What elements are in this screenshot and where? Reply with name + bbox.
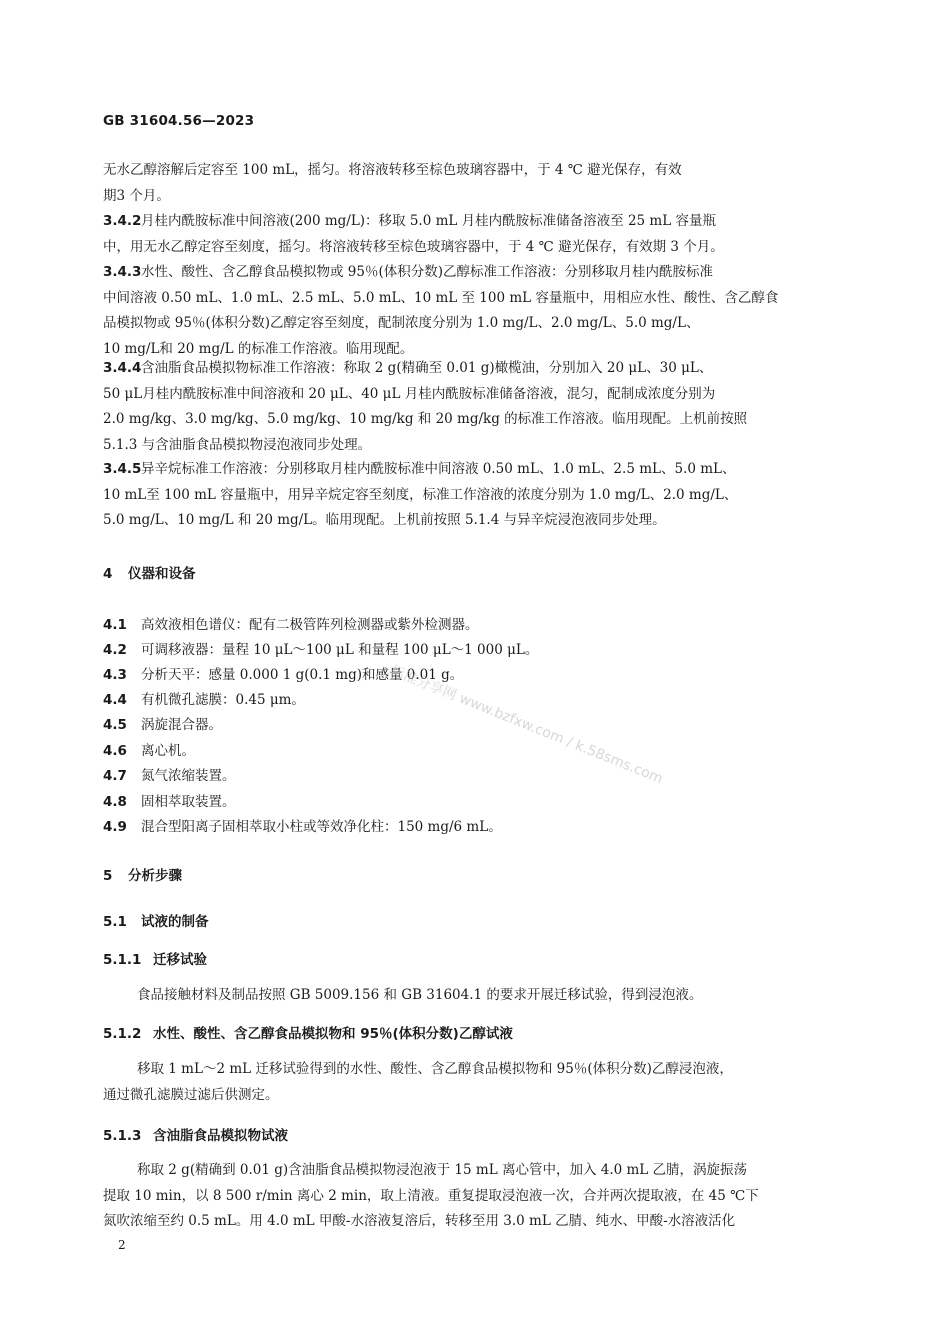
text-line: 含油脂食品模拟物标准工作溶液：称取 2 g(精确至 0.01 g)橄榄油，分别加入 20 μL、30 μL、 <box>141 360 713 376</box>
section-number: 5 <box>103 868 113 884</box>
item-number: 4.8 <box>103 794 127 810</box>
item-text: 有机微孔滤膜：0.45 μm。 <box>141 692 305 708</box>
item-text: 混合型阳离子固相萃取小柱或等效净化柱：150 mg/6 mL。 <box>141 819 502 835</box>
clause-number: 3.4.4 <box>103 360 142 376</box>
clause-number: 3.4.3 <box>103 264 142 280</box>
subsection-title-text: 迁移试验 <box>153 952 207 968</box>
item-text: 涡旋混合器。 <box>141 717 222 733</box>
clause-3-4-4 <box>103 356 838 458</box>
subsection-number: 5.1.3 <box>103 1128 142 1144</box>
section-5-title <box>103 864 182 884</box>
clause-number: 3.4.5 <box>103 461 142 477</box>
item-number: 4.6 <box>103 743 127 759</box>
item-text: 高效液相色谱仪：配有二极管阵列检测器或紫外检测器。 <box>141 617 479 633</box>
text-line: 50 μL月桂内酰胺标准中间溶液和 20 μL、40 μL 月桂内酰胺标准储备溶液，混匀，配制成浓度分别为 <box>103 385 716 402</box>
item-text: 分析天平：感量 0.000 1 g(0.1 mg)和感量 0.01 g。 <box>141 667 464 683</box>
subsection-5-1-2-title <box>103 1022 513 1042</box>
list-item <box>103 739 195 759</box>
item-text: 可调移液器：量程 10 μL～100 μL 和量程 100 μL～1 000 μL。 <box>141 642 539 658</box>
text-line: 无水乙醇溶解后定容至 100 mL，摇匀。将溶液转移至棕色玻璃容器中，于 4 ℃ 避光保存，有效 <box>103 162 682 178</box>
section-title-text: 分析步骤 <box>128 868 182 884</box>
text-line: 食品接触材料及制品按照 GB 5009.156 和 GB 31604.1 的要求开展迁移试验，得到浸泡液。 <box>137 987 703 1003</box>
text-line: 月桂内酰胺标准中间溶液(200 mg/L)：移取 5.0 mL 月桂内酰胺标准储备溶液至 25 mL 容量瓶 <box>141 213 716 229</box>
item-number: 4.3 <box>103 667 127 683</box>
subsection-number: 5.1.2 <box>103 1026 142 1042</box>
text-line: 5.0 mg/L、10 mg/L 和 20 mg/L。临用现配。上机前按照 5.1.4 与异辛烷浸泡液同步处理。 <box>103 512 666 528</box>
subsection-5-1-1-title <box>103 948 207 968</box>
section-title-text: 仪器和设备 <box>128 566 196 582</box>
item-number: 4.7 <box>103 768 127 784</box>
section-number: 4 <box>103 566 113 582</box>
subsection-number: 5.1.1 <box>103 952 142 968</box>
clause-5-1-2-body <box>103 1057 838 1108</box>
text-line: 异辛烷标准工作溶液：分别移取月桂内酰胺标准中间溶液 0.50 mL、1.0 mL、2.5 mL、5.0 mL、 <box>141 461 736 477</box>
subsection-title-text: 含油脂食品模拟物试液 <box>153 1128 288 1144</box>
subsection-title-text: 水性、酸性、含乙醇食品模拟物和 95％(体积分数)乙醇试液 <box>153 1026 513 1042</box>
item-number: 4.2 <box>103 642 127 658</box>
item-number: 4.5 <box>103 717 127 733</box>
standard-code-header: GB 31604.56—2023 <box>103 113 255 129</box>
text-line: 品模拟物或 95％(体积分数)乙醇定容至刻度，配制浓度分别为 1.0 mg/L、2.0 mg/L、5.0 mg/L、 <box>103 315 700 331</box>
text-line: 通过微孔滤膜过滤后供测定。 <box>103 1086 279 1103</box>
item-number: 4.9 <box>103 819 127 835</box>
clause-3-4-3 <box>103 260 838 362</box>
watermark: 标准分享网 www.bzfxw.com / k.58sms.com <box>387 662 666 788</box>
item-number: 4.1 <box>103 617 127 633</box>
text-line: 提取 10 min，以 8 500 r/min 离心 2 min，取上清液。重复提取浸泡液一次，合并两次提取液，在 45 ℃下 <box>103 1187 759 1204</box>
list-item <box>103 815 502 835</box>
item-text: 氮气浓缩装置。 <box>141 768 236 784</box>
list-item <box>103 613 479 633</box>
subsection-5-1-title <box>103 910 209 930</box>
list-item <box>103 638 538 658</box>
clause-5-1-3-body <box>103 1158 838 1235</box>
text-line: 移取 1 mL～2 mL 迁移试验得到的水性、酸性、含乙醇食品模拟物和 95％(体积分数)乙醇浸泡液， <box>137 1061 733 1077</box>
list-item <box>103 713 222 733</box>
list-item <box>103 790 236 810</box>
text-line: 中，用无水乙醇定容至刻度，摇匀。将溶液转移至棕色玻璃容器中，于 4 ℃ 避光保存，有效期 3 个月。 <box>103 238 724 255</box>
text-line: 水性、酸性、含乙醇食品模拟物或 95％(体积分数)乙醇标准工作溶液：分别移取月桂内酰胺标准 <box>141 264 714 280</box>
item-text: 离心机。 <box>141 743 195 759</box>
item-number: 4.4 <box>103 692 127 708</box>
text-line: 5.1.3 与含油脂食品模拟物浸泡液同步处理。 <box>103 436 372 453</box>
subsection-5-1-3-title <box>103 1124 288 1144</box>
item-text: 固相萃取装置。 <box>141 794 236 810</box>
subsection-number: 5.1 <box>103 914 127 930</box>
list-item <box>103 688 305 708</box>
text-line: 期3 个月。 <box>103 187 170 204</box>
clause-number: 3.4.2 <box>103 213 142 229</box>
section-4-title <box>103 562 196 582</box>
text-line: 中间溶液 0.50 mL、1.0 mL、2.5 mL、5.0 mL、10 mL 至 100 mL 容量瓶中，用相应水性、酸性、含乙醇食 <box>103 289 779 306</box>
text-line: 氮吹浓缩至约 0.5 mL。用 4.0 mL 甲酸-水溶液复溶后，转移至用 3.0 mL 乙腈、纯水、甲酸-水溶液活化 <box>103 1213 736 1229</box>
list-item <box>103 764 236 784</box>
subsection-title-text: 试液的制备 <box>141 914 209 930</box>
text-line: 10 mL至 100 mL 容量瓶中，用异辛烷定容至刻度，标准工作溶液的浓度分别为 1.0 mg/L、2.0 mg/L、 <box>103 486 738 503</box>
clause-3-4-2 <box>103 209 838 260</box>
text-line: 称取 2 g(精确到 0.01 g)含油脂食品模拟物浸泡液于 15 mL 离心管中，加入 4.0 mL 乙腈，涡旋振荡 <box>137 1162 748 1178</box>
clause-5-1-1-body <box>103 983 872 1009</box>
text-line: 2.0 mg/kg、3.0 mg/kg、5.0 mg/kg、10 mg/kg 和 20 mg/kg 的标准工作溶液。临用现配。上机前按照 <box>103 411 748 427</box>
continuation-paragraph <box>103 158 838 209</box>
page-number: 2 <box>118 1238 126 1252</box>
text-line: 10 mg/L和 20 mg/L 的标准工作溶液。临用现配。 <box>103 340 414 357</box>
clause-3-4-5 <box>103 457 838 534</box>
